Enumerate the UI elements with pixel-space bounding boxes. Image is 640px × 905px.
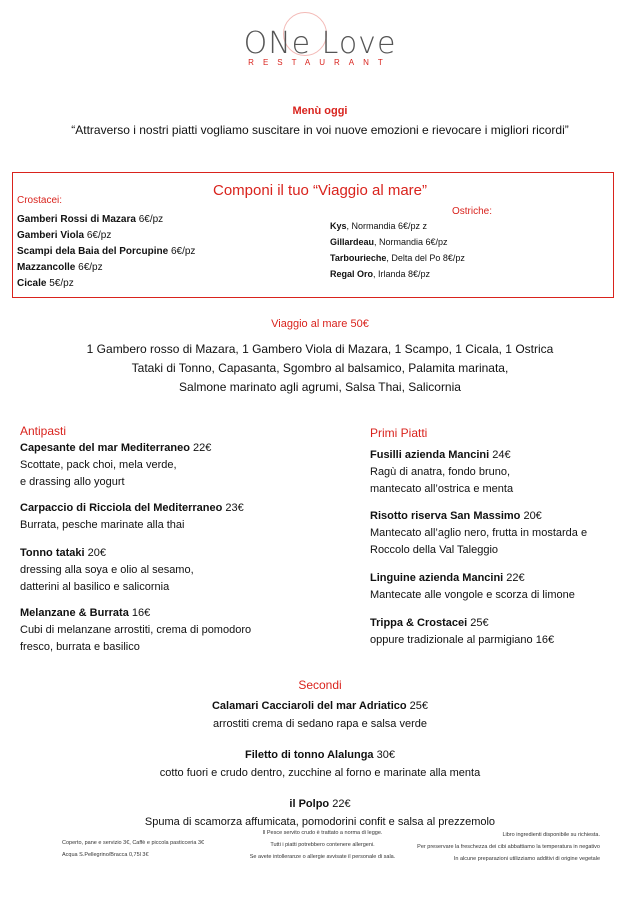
menu-item-header [370,447,630,464]
item-name: Kys [330,221,347,231]
menu-item-header [20,440,320,457]
item-name: Mazzancolle [17,262,76,273]
crostacei-item [17,260,195,276]
secondi-list [0,697,640,844]
menu-item-header [20,545,320,562]
raw-box-title: Componi il tuo “Viaggio al mare” [213,182,427,199]
viaggio-description [0,340,640,397]
menu-item-header [20,605,320,622]
menu-item-price: 25€ [406,700,429,712]
item-detail: , Normandia 6€/pz z [346,221,428,231]
item-detail: , Normandia 6€/pz [374,237,448,247]
crostacei-list [17,212,195,292]
item-name: Gamberi Rossi di Mazara [17,214,136,225]
menu-quote: “Attraverso i nostri piatti vogliamo suscitare in voi nuove emozioni e rievocare i migliori ricordi” [71,123,569,137]
menu-item [0,746,640,782]
menu-item-description: Mantecate alle vongole e scorza di limone [370,589,575,601]
item-price: 5€/pz [46,278,74,289]
menu-item-description: dressing alla soya e olio al sesamo, [20,564,194,576]
footer-note: Se avete intolleranze o allergie avvisate il personale di sala. [249,854,396,860]
ostriche-item [330,218,465,234]
menu-item-name: Linguine azienda Mancini [370,572,504,584]
menu-item-description: oppure tradizionale al parmigiano 16€ [370,634,555,646]
logo-text-e: e [291,26,312,61]
menu-item-description: Ragù di anatra, fondo bruno, [370,466,511,478]
menu-item [370,615,630,649]
item-name: Cicale [17,278,47,289]
crostacei-item [17,244,195,260]
menu-item-name: Melanzane & Burrata [20,607,129,619]
footer-note: Per preservare la freschezza dei cibi abbattiamo la temperatura in negativo [417,844,600,850]
footer-note: Libro ingredienti disponibile su richiesta. [502,832,600,838]
menu-item [370,447,630,498]
item-name: Gillardeau [330,237,375,247]
menu-item-price: 23€ [222,502,244,514]
menu-item-name: Filetto di tonno Alalunga [245,749,374,761]
menu-item-description: Cubi di melanzane arrostiti, crema di pomodoro [20,624,252,636]
menu-item-price: 20€ [520,510,542,522]
item-detail: , Delta del Po 8€/pz [386,253,465,263]
menu-item-name: Capesante del mar Mediterraneo [20,442,190,454]
item-name: Tarbourieche [330,253,387,263]
footer-center [230,827,415,863]
menu-item-name: il Polpo [289,798,330,810]
menu-item [0,795,640,831]
ostriche-item [330,234,465,250]
menu-item-description: Mantecato all’aglio nero, frutta in mostarda e [370,527,588,539]
logo-text-a: ON [243,26,292,61]
antipasti-list [20,440,320,656]
menu-item-description: fresco, burrata e basilico [20,641,140,653]
menu-item-price: 22€ [189,442,212,454]
footer-note: Coperto, pane e servizio 3€, Caffè e piccola pasticceria 3€ [62,840,205,846]
item-name: Gamberi Viola [17,230,85,241]
menu-item-description: Scottate, pack choi, mela verde, [20,459,177,471]
menu-item-description: Roccolo della Val Taleggio [370,544,499,556]
primi-title: Primi Piatti [370,426,428,440]
item-price: 6€/pz [135,214,164,225]
logo-subtitle: RESTAURANT [248,58,392,67]
footer-right [400,829,600,865]
item-name: Regal Oro [330,269,374,279]
menu-item-name: Fusilli azienda Mancini [370,449,490,461]
restaurant-logo [0,26,640,67]
menu-item-description: Spuma di scamorza affumicata, pomodorini confit e salsa al prezzemolo [144,816,496,828]
crostacei-item [17,228,195,244]
menu-item-price: 24€ [489,449,511,461]
ostriche-item [330,266,465,282]
menu-item-header [370,508,630,525]
viaggio-line: 1 Gambero rosso di Mazara, 1 Gambero Viola di Mazara, 1 Scampo, 1 Cicala, 1 Ostrica [86,342,554,356]
menu-item-price: 22€ [329,798,351,810]
viaggio-line: Tataki di Tonno, Capasanta, Sgombro al balsamico, Palamita marinata, [131,361,509,375]
menu-item-price: 16€ [128,607,151,619]
footer-note: In alcune preparazioni utilizziamo additivi di origine vegetale [453,856,600,862]
menu-item-header [20,500,320,517]
menu-item-price: 25€ [467,617,489,629]
item-name: Scampi dela Baia del Porcupine [17,246,169,257]
menu-item-name: Tonno tataki [20,547,85,559]
ostriche-item [330,250,465,266]
menu-item-name: Carpaccio di Ricciola del Mediterraneo [20,502,223,514]
footer-note: Tutti i piatti potrebbero contenere allergeni. [270,842,375,848]
menu-item [370,508,630,559]
menu-item [20,440,320,491]
menu-item-name: Calamari Cacciaroli del mar Adriatico [211,700,407,712]
item-price: 6€/pz [75,262,103,273]
menu-item-description: arrostiti crema di sedano rapa e salsa verde [213,718,427,730]
footer-note: Il Pesce servito crudo è trattato a norma di legge. [262,830,383,836]
crostacei-item [17,276,195,292]
ostriche-label: Ostriche: [452,206,493,217]
viaggio-title: Viaggio al mare 50€ [271,318,369,330]
menu-item [20,605,320,656]
crostacei-label: Crostacei: [17,195,63,206]
menu-item-header [370,615,630,632]
menu-title: Menù oggi [292,105,348,117]
primi-list [370,447,630,649]
menu-item-name: Trippa & Crostacei [370,617,468,629]
item-price: 6€/pz [84,230,112,241]
menu-item-price: 20€ [84,547,106,559]
menu-item [370,570,630,604]
footer-note: Acqua S.Pellegrino/Bracca 0,75l 3€ [62,852,149,858]
ostriche-list [330,218,465,282]
menu-item-description: datterini al basilico e salicornia [20,581,170,593]
logo-text-b: Love [311,26,397,61]
item-price: 6€/pz [168,246,196,257]
menu-item-description: Burrata, pesche marinate alla thai [20,519,185,531]
menu-item [20,500,320,534]
crostacei-item [17,212,195,228]
footer-left [62,837,204,861]
menu-item-description: e drassing allo yogurt [20,476,125,488]
menu-item-description: mantecato all’ostrica e menta [370,483,514,495]
menu-item-price: 22€ [503,572,525,584]
menu-item-price: 30€ [373,749,395,761]
item-detail: , Irlanda 8€/pz [373,269,431,279]
antipasti-title: Antipasti [20,424,67,438]
menu-item [0,697,640,733]
menu-item [20,545,320,596]
menu-item-header [0,746,640,764]
menu-item-header [0,697,640,715]
menu-item-header [0,795,640,813]
secondi-title: Secondi [298,678,342,692]
menu-item-name: Risotto riserva San Massimo [370,510,521,522]
menu-item-header [370,570,630,587]
viaggio-line: Salmone marinato agli agrumi, Salsa Thai, Salicornia [179,380,461,394]
menu-item-description: cotto fuori e crudo dentro, zucchine al forno e marinate alla menta [159,767,481,779]
